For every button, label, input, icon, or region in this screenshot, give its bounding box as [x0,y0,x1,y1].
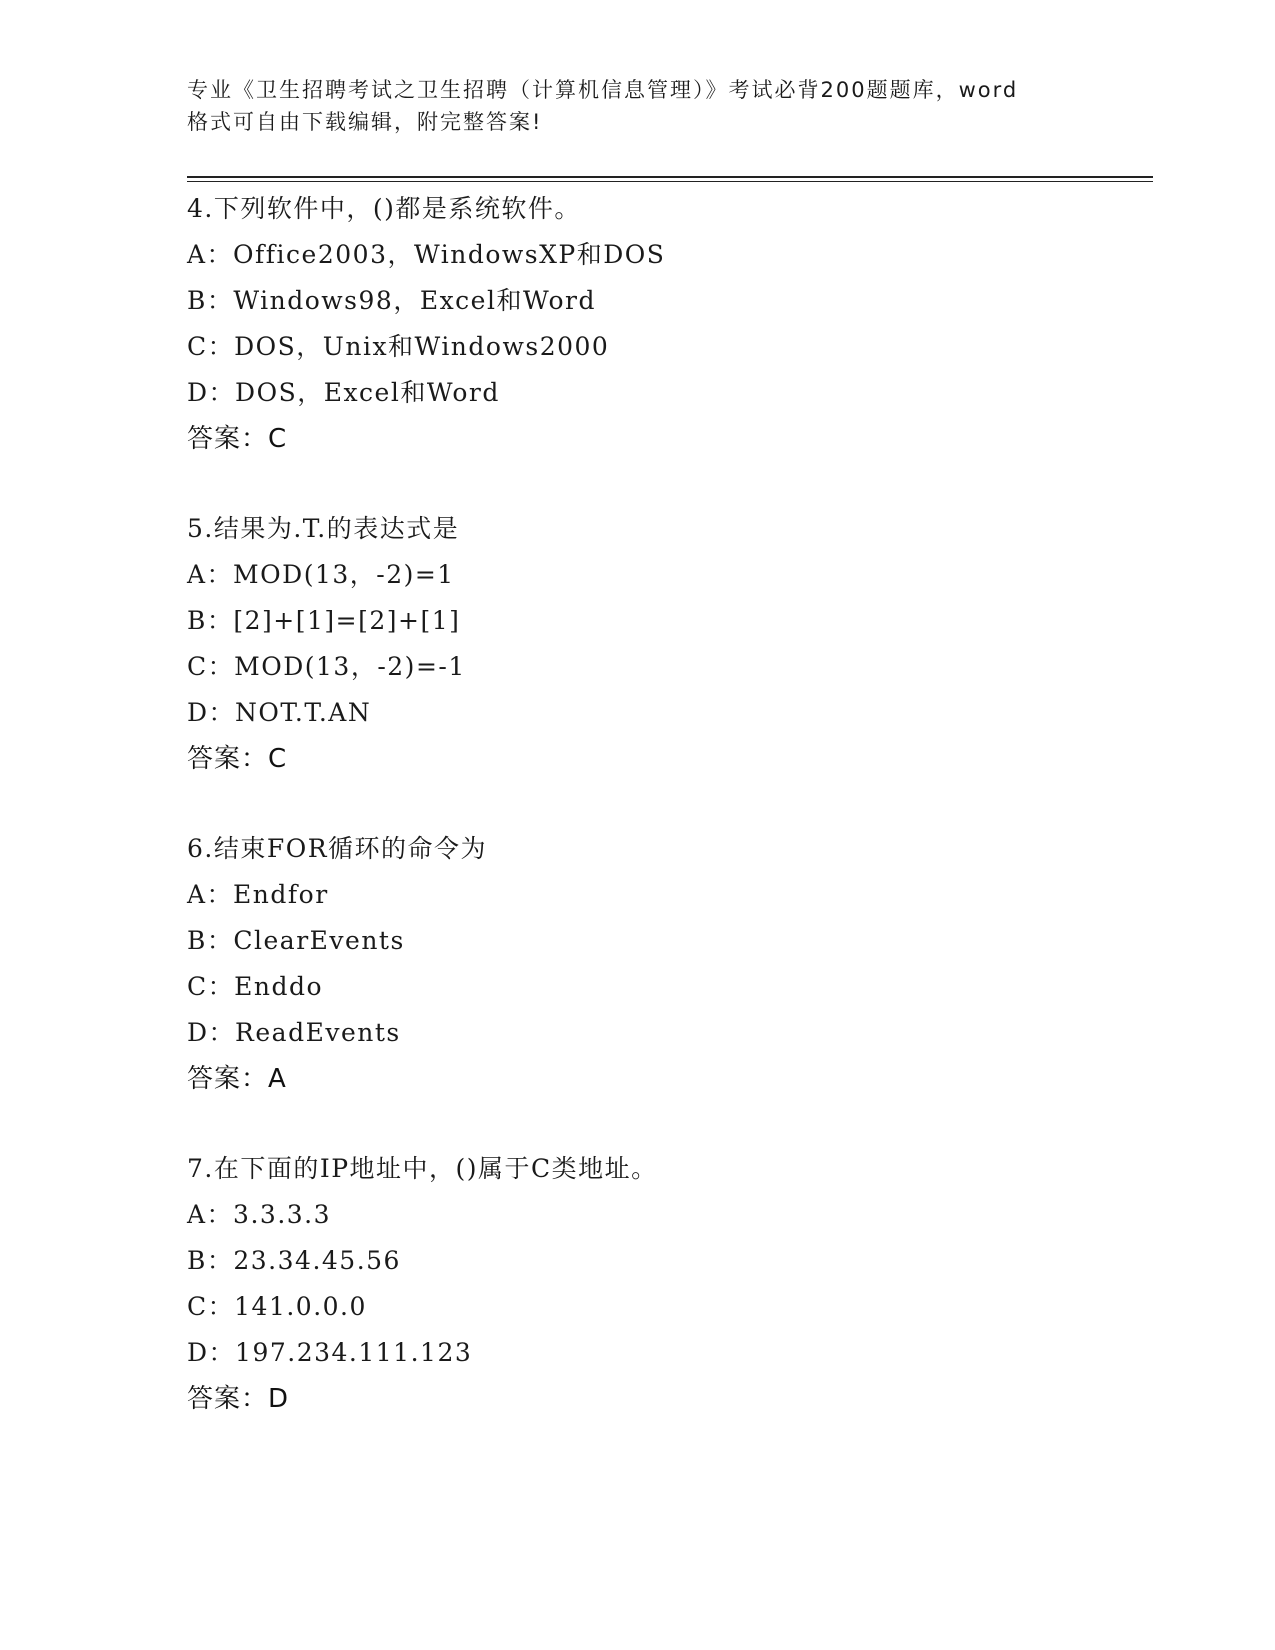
option-a: A：Office2003，WindowsXP和DOS [187,240,666,269]
option-b: B：Windows98，Excel和Word [187,286,596,315]
answer-label: 答案：A [187,1064,287,1094]
header-divider-thick [187,176,1153,178]
answer-label: 答案：C [187,424,288,454]
question-block [187,826,1147,1146]
option-a: A：Endfor [187,880,329,909]
header-divider-thin [187,181,1153,182]
answer-label: 答案：C [187,744,288,774]
option-d: D：NOT.T.AN [187,698,372,727]
question-stem: 5.结果为.T.的表达式是 [187,514,460,543]
option-c: C：141.0.0.0 [187,1292,367,1321]
header-line-1: 专业《卫生招聘考试之卫生招聘（计算机信息管理）》考试必背200题题库，word [187,78,1019,102]
question-stem: 4.下列软件中，()都是系统软件。 [187,194,581,223]
option-c: C：DOS，Unix和Windows2000 [187,332,610,361]
option-a: A：MOD(13，-2)=1 [187,560,455,589]
option-c: C：Enddo [187,972,324,1001]
option-b: B：[2]+[1]=[2]+[1] [187,606,461,635]
option-c: C：MOD(13，-2)=-1 [187,652,466,681]
option-a: A：3.3.3.3 [187,1200,332,1229]
option-b: B：ClearEvents [187,926,405,955]
option-d: D：197.234.111.123 [187,1338,473,1367]
header-line-2: 格式可自由下载编辑，附完整答案! [187,110,543,134]
question-block [187,186,1147,506]
document-header [187,74,1087,138]
question-list [187,186,1147,1466]
question-stem: 7.在下面的IP地址中，()属于C类地址。 [187,1154,658,1183]
question-block [187,1146,1147,1466]
question-block [187,506,1147,826]
answer-label: 答案：D [187,1384,290,1414]
option-b: B：23.34.45.56 [187,1246,401,1275]
option-d: D：DOS，Excel和Word [187,378,500,407]
option-d: D：ReadEvents [187,1018,401,1047]
question-stem: 6.结束FOR循环的命令为 [187,834,488,863]
